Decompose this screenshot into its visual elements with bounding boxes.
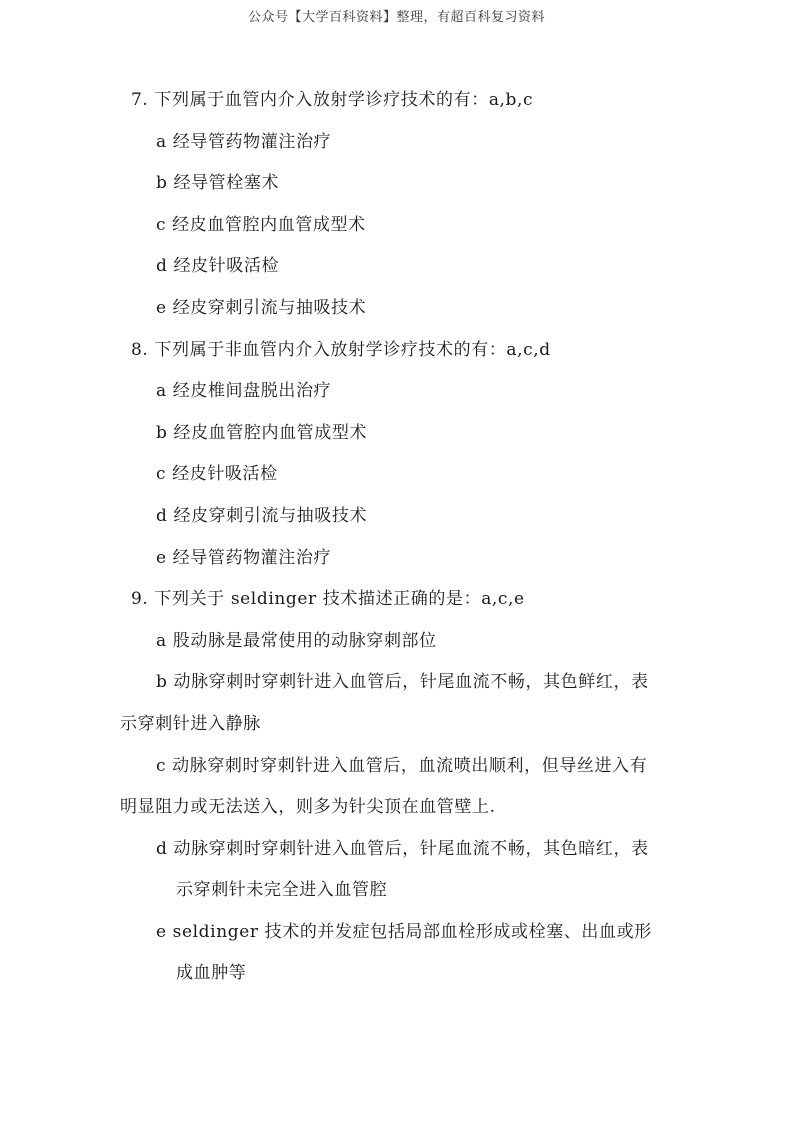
question-stem: 9. 下列关于 seldinger 技术描述正确的是：a,c,e <box>131 589 525 610</box>
question-stem: 8. 下列属于非血管内介入放射学诊疗技术的有：a,c,d <box>131 339 551 360</box>
document-body <box>0 86 793 1001</box>
page-header: 公众号【大学百科资料】整理，有超百科复习资料 <box>247 10 545 25</box>
option-item: e 经导管药物灌注治疗 <box>156 547 332 568</box>
option-item: d 动脉穿刺时穿刺针进入血管后，针尾血流不畅，其色暗红，表 <box>156 838 649 859</box>
option-continuation: 明显阻力或无法送入，则多为针尖顶在血管壁上. <box>120 797 496 818</box>
option-continuation: 示穿刺针未完全进入血管腔 <box>176 880 388 901</box>
option-continuation: 示穿刺针进入静脉 <box>120 713 261 734</box>
option-item: b 经皮血管腔内血管成型术 <box>156 422 368 443</box>
option-item: e 经皮穿刺引流与抽吸技术 <box>156 297 367 318</box>
option-item: b 经导管栓塞术 <box>156 173 280 194</box>
option-item: e seldinger 技术的并发症包括局部血栓形成或栓塞、出血或形 <box>156 921 652 942</box>
option-item: b 动脉穿刺时穿刺针进入血管后，针尾血流不畅，其色鲜红，表 <box>156 672 649 693</box>
option-item: c 经皮针吸活检 <box>156 464 278 485</box>
question-stem: 7. 下列属于血管内介入放射学诊疗技术的有：a,b,c <box>131 90 534 110</box>
option-continuation: 成血肿等 <box>176 963 247 984</box>
option-item: d 经皮穿刺引流与抽吸技术 <box>156 505 368 526</box>
option-item: c 经皮血管腔内血管成型术 <box>156 214 366 235</box>
option-item: c 动脉穿刺时穿刺针进入血管后，血流喷出顺利，但导丝进入有 <box>156 755 648 776</box>
option-item: a 经皮椎间盘脱出治疗 <box>156 381 332 402</box>
option-item: a 经导管药物灌注治疗 <box>156 131 332 152</box>
option-item: a 股动脉是最常使用的动脉穿刺部位 <box>156 630 437 651</box>
option-item: d 经皮针吸活检 <box>156 256 280 277</box>
